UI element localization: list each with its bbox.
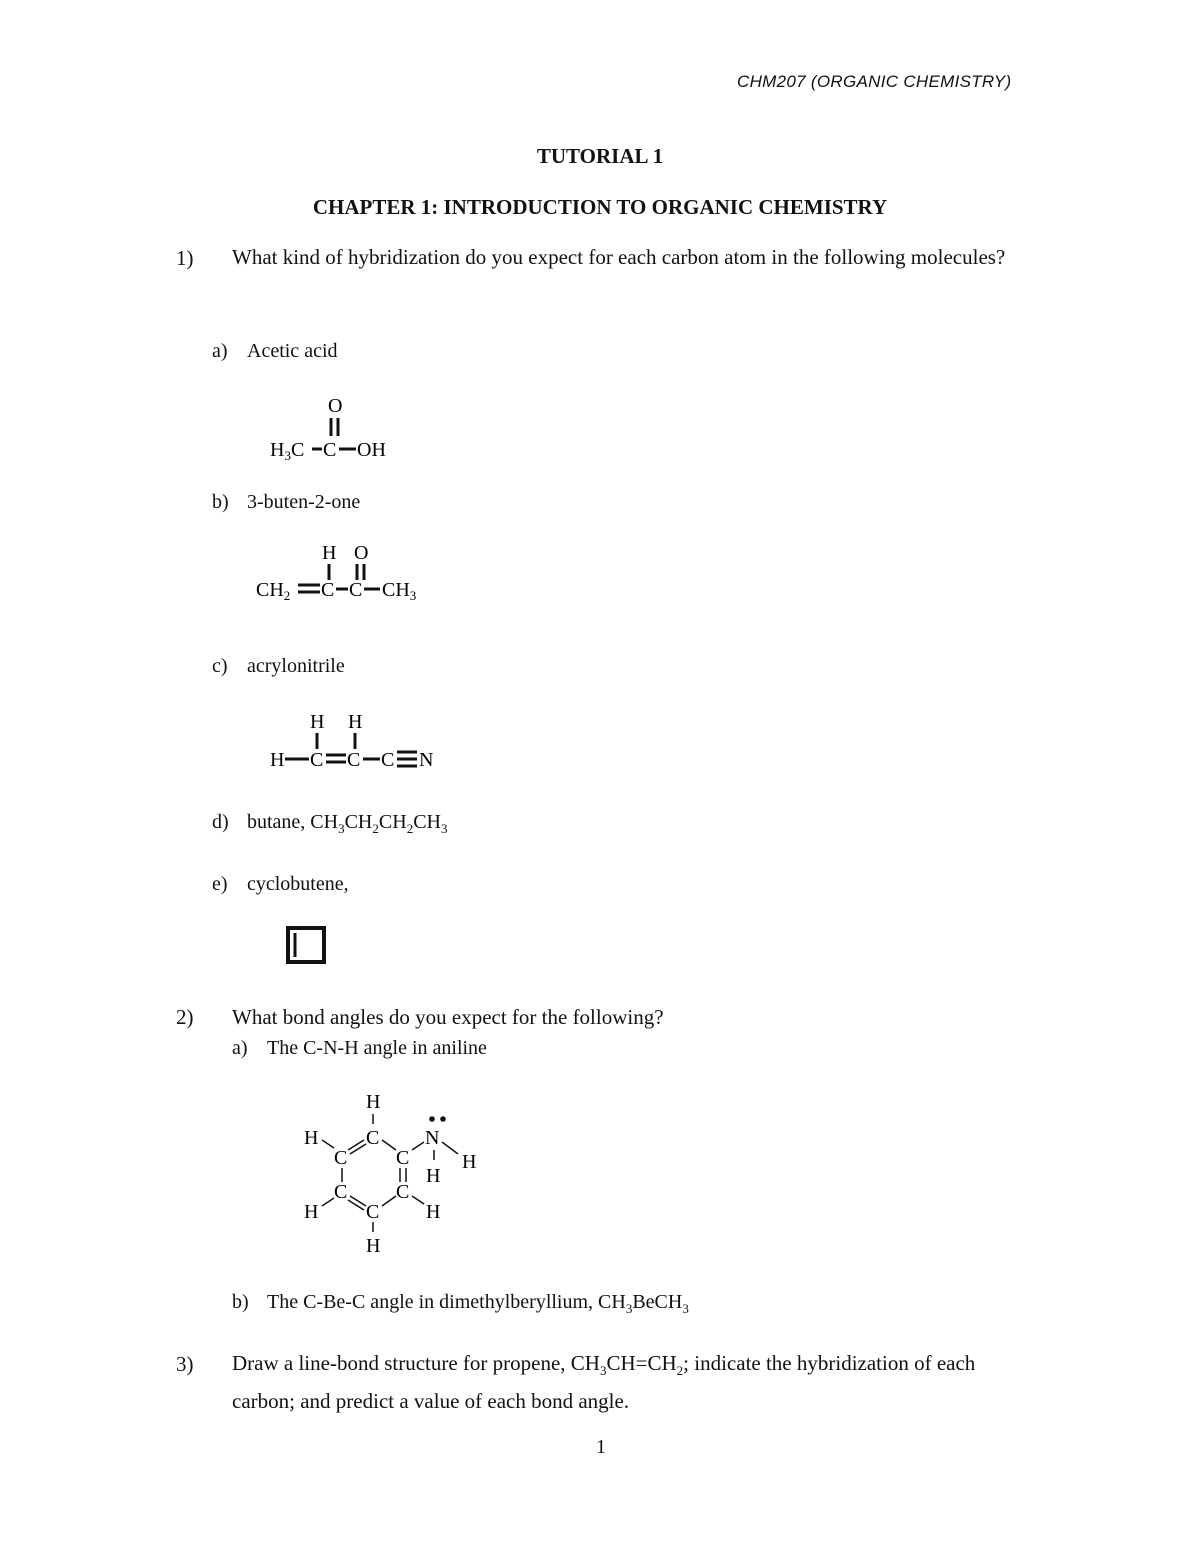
acetic-acid-structure bbox=[262, 388, 422, 468]
bond bbox=[412, 1196, 424, 1204]
atom-h: H bbox=[366, 1091, 381, 1113]
q1b-name: 3-buten-2-one bbox=[247, 491, 361, 513]
q2b-text: The C-Be-C angle in dimethylberyllium, $CH_3BeCH_3$ bbox=[267, 1291, 689, 1316]
atom-o: O bbox=[354, 542, 369, 564]
q2a-label: a) bbox=[232, 1037, 248, 1059]
atom-h: H bbox=[304, 1127, 319, 1149]
acrylonitrile-structure bbox=[264, 706, 454, 776]
bond bbox=[382, 1196, 396, 1206]
atom-c: C bbox=[310, 749, 324, 771]
double-bond-b bbox=[350, 1144, 366, 1154]
atom-c: C bbox=[396, 1181, 410, 1203]
q1e-label: e) bbox=[212, 873, 228, 895]
q1-text: What kind of hybridization do you expect for each carbon atom in the following molecules? bbox=[232, 245, 1006, 269]
atom-h: H bbox=[426, 1201, 441, 1223]
atom-oh: OH bbox=[357, 439, 386, 461]
lone-pair-dot bbox=[440, 1116, 446, 1122]
bond bbox=[322, 1198, 334, 1206]
atom-h3c: $H_3C$ bbox=[270, 439, 305, 463]
tutorial-title: TUTORIAL 1 bbox=[536, 144, 664, 168]
lone-pair-dot bbox=[429, 1116, 435, 1122]
atom-ch3: $CH_3$ bbox=[382, 579, 417, 603]
double-bond-a bbox=[350, 1196, 366, 1206]
atom-c: C bbox=[347, 749, 361, 771]
q2b-label: b) bbox=[232, 1291, 249, 1313]
q2-number: 2) bbox=[176, 1005, 194, 1029]
q3-text: Draw a line-bond structure for propene, $CH_3CH=CH_2$; indicate the hybridization of each carbon; and predict a value of each bond angle. bbox=[232, 1351, 976, 1414]
atom-c: C bbox=[381, 749, 395, 771]
q1c-label: c) bbox=[212, 655, 228, 677]
q1d-label: d) bbox=[212, 811, 229, 833]
q3-number: 3) bbox=[176, 1352, 194, 1376]
atom-h: H bbox=[304, 1201, 319, 1223]
double-bond-b bbox=[348, 1200, 364, 1210]
ring bbox=[288, 928, 324, 962]
atom-c: C bbox=[323, 439, 337, 461]
bond bbox=[412, 1142, 424, 1150]
atom-c: C bbox=[321, 579, 335, 601]
butenone-structure bbox=[252, 536, 452, 606]
q1a-name: Acetic acid bbox=[247, 340, 338, 362]
q1e-name: cyclobutene, bbox=[247, 873, 349, 895]
q1c-name: acrylonitrile bbox=[247, 655, 345, 677]
q1a-label: a) bbox=[212, 340, 228, 362]
cyclobutene-structure bbox=[284, 924, 330, 968]
atom-n: N bbox=[425, 1127, 440, 1149]
atom-h: H bbox=[270, 749, 285, 771]
atom-h: H bbox=[348, 711, 363, 733]
q2-text: What bond angles do you expect for the following? bbox=[232, 1005, 664, 1029]
q2a-text: The C-N-H angle in aniline bbox=[267, 1037, 487, 1059]
course-header: CHM207 (ORGANIC CHEMISTRY) bbox=[737, 72, 1012, 91]
aniline-structure bbox=[296, 1086, 496, 1262]
atom-n: N bbox=[419, 749, 434, 771]
page-number: 1 bbox=[596, 1436, 606, 1458]
atom-c: C bbox=[349, 579, 363, 601]
q1d-name: butane, $CH_3CH_2CH_2CH_3$ bbox=[247, 811, 448, 836]
atom-c: C bbox=[334, 1181, 348, 1203]
atom-h: H bbox=[426, 1165, 441, 1187]
bond bbox=[442, 1142, 458, 1154]
bond bbox=[322, 1140, 334, 1148]
atom-o: O bbox=[328, 395, 343, 417]
atom-h: H bbox=[462, 1151, 477, 1173]
chapter-title: CHAPTER 1: INTRODUCTION TO ORGANIC CHEMISTRY bbox=[312, 195, 888, 219]
atom-ch2: $CH_2$ bbox=[256, 579, 291, 603]
atom-c: C bbox=[334, 1147, 348, 1169]
atom-c: C bbox=[366, 1201, 380, 1223]
bond bbox=[382, 1140, 396, 1150]
q1-number: 1) bbox=[176, 246, 194, 270]
atom-c: C bbox=[396, 1147, 410, 1169]
double-bond-a bbox=[348, 1140, 364, 1150]
atom-h: H bbox=[310, 711, 325, 733]
q1b-label: b) bbox=[212, 491, 229, 513]
atom-h: H bbox=[366, 1235, 381, 1257]
atom-h: H bbox=[322, 542, 337, 564]
atom-c: C bbox=[366, 1127, 380, 1149]
